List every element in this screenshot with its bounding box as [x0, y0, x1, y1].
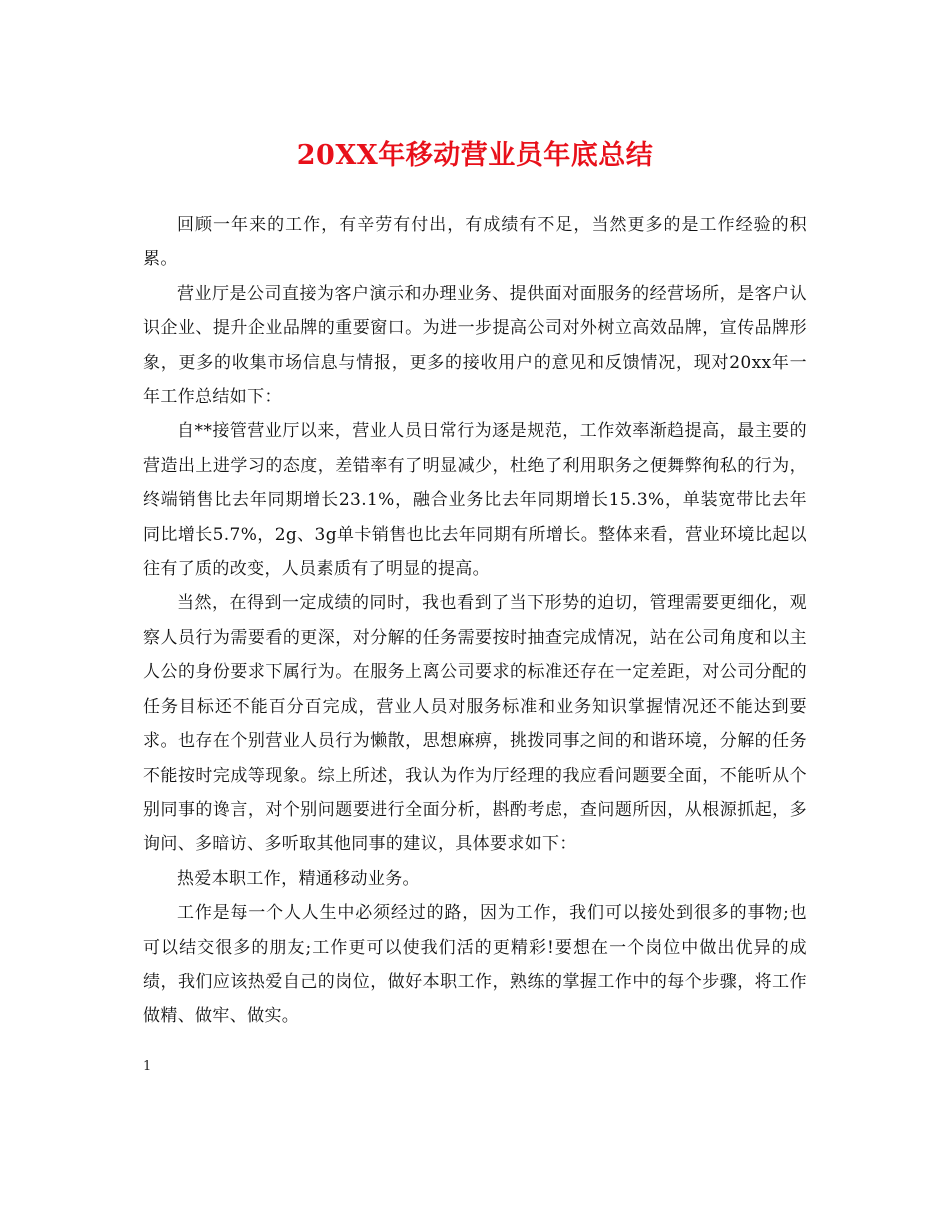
page-number: 1 — [143, 1059, 152, 1074]
paragraph: 热爱本职工作，精通移动业务。 — [177, 868, 420, 889]
paragraph: 自**接管营业厅以来，营业人员日常行为逐是规范，工作效率渐趋提高，最主要的营造出上进学习的态度，差错率有了明显减少，杜绝了利用职务之便舞弊徇私的行为，终端销售比去年同期增长23.1%，融合业务比去年同期增长15.3%，单装宽带比去年同比增长5.7%，2g、3g单卡销售也比去年同期有所增长。整体来看，营业环境比起以往有了质的改变，人员素质有了明显的提高。 — [143, 421, 807, 580]
paragraph: 当然，在得到一定成绩的同时，我也看到了当下形势的迫切，管理需要更细化，观察人员行为需要看的更深，对分解的任务需要按时抽查完成情况，站在公司角度和以主人公的身份要求下属行为。在服务上离公司要求的标准还存在一定差距，对公司分配的任务目标还不能百分百完成，营业人员对服务标准和业务知识掌握情况还不能达到要求。也存在个别营业人员行为懒散，思想麻痹，挑拨同事之间的和谐环境，分解的任务不能按时完成等现象。综上所述，我认为作为厅经理的我应看问题要全面，不能听从个别同事的谗言，对个别问题要进行全面分析，斟酌考虑，查问题所因，从根源抓起，多询问、多暗访、多听取其他同事的建议，具体要求如下： — [143, 593, 807, 855]
document-body — [143, 208, 807, 1034]
paragraph: 营业厅是公司直接为客户演示和办理业务、提供面对面服务的经营场所，是客户认识企业、提升企业品牌的重要窗口。为进一步提高公司对外树立高效品牌，宣传品牌形象，更多的收集市场信息与情报，更多的接收用户的意见和反馈情况，现对20xx年一年工作总结如下： — [143, 283, 807, 408]
paragraph: 回顾一年来的工作，有辛劳有付出，有成绩有不足，当然更多的是工作经验的积累。 — [143, 215, 807, 270]
paragraph: 工作是每一个人人生中必须经过的路，因为工作，我们可以接处到很多的事物;也可以结交很多的朋友;工作更可以使我们活的更精彩!要想在一个岗位中做出优异的成绩，我们应该热爱自己的岗位，做好本职工作，熟练的掌握工作中的每个步骤，将工作做精、做牢、做实。 — [143, 903, 807, 1027]
document-title: 20XX年移动营业员年底总结 — [296, 140, 654, 171]
